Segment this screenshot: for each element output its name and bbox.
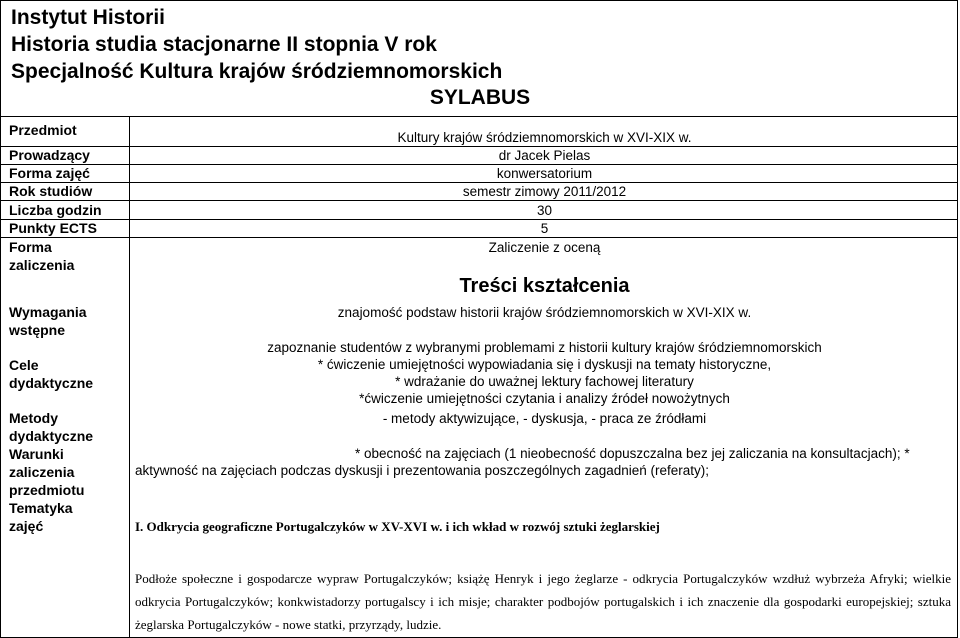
section-title: Treści kształcenia (459, 275, 630, 297)
warunki-label-1: Warunki (9, 446, 64, 462)
metody-label-1: Metody (9, 410, 58, 426)
program-title: Historia studia stacjonarne II stopnia V rok (11, 33, 437, 56)
przedmiot-value: Kultury krajów śródziemnomorskich w XVI-XIX w. (397, 130, 692, 145)
warunki-label-3: przedmiotu (9, 482, 85, 498)
warunki-line: aktywność na zajęciach podczas dyskusji i prezentowania poszczególnych zagadnień (referaty); (135, 463, 710, 478)
forma-zajec-label: Forma zajęć (9, 165, 90, 181)
prowadzacy-value: dr Jacek Pielas (498, 148, 591, 163)
specialization-title: Specjalność Kultura krajów śródziemnomorskich (11, 60, 503, 83)
document-title: SYLABUS (429, 86, 531, 109)
warunki-label-2: zaliczenia (9, 464, 75, 480)
wymagania-label-1: Wymagania (9, 304, 87, 320)
cele-label-1: Cele (9, 357, 39, 373)
row-divider (1, 237, 957, 238)
cele-item: * ćwiczenie umiejętności wypowiadania się i dyskusji na tematy historyczne, (317, 357, 772, 372)
forma-zajec-value: konwersatorium (496, 166, 593, 181)
warunki-line: * obecność na zajęciach (1 nieobecność dopuszczalna bez jej zaliczania na konsultacjach); * (355, 446, 910, 461)
wymagania-label-2: wstępne (9, 322, 66, 338)
tematyka-label-1: Tematyka (9, 500, 73, 516)
cele-item: * wdrażanie do uważnej lektury fachowej literatury (395, 374, 694, 389)
rok-studiow-value: semestr zimowy 2011/2012 (462, 184, 627, 199)
warunki-text (135, 445, 951, 479)
liczba-godzin-value: 30 (536, 203, 553, 218)
institute-title: Instytut Historii (11, 6, 166, 29)
tematyka-label-2: zajęć (9, 518, 44, 534)
metody-label-2: dydaktyczne (9, 428, 94, 444)
forma-zaliczenia-label-2: zaliczenia (9, 257, 75, 273)
cele-label-2: dydaktyczne (9, 375, 94, 391)
topic-heading: I. Odkrycia geograficzne Portugalczyków w XV-XVI w. i ich wkład w rozwój sztuki żeglarskiej (135, 519, 660, 534)
row-divider (1, 200, 957, 201)
metody-value: - metody aktywizujące, - dyskusja, - praca ze źródłami (382, 411, 707, 426)
topic-description: Podłoże społeczne i gospodarcze wypraw Portugalczyków; książę Henryk i jego żeglarze - odkrycia Portugalczyków wzdłuż wybrzeża Afryki; wielkie odkrycia Portugalczyków; konkwistadorzy portugalscy i ich misje; charakter podbojów portugalskich i ich znaczenie dla gospodarki europejskiej; sztuka żeglarska Portugalczyków - nowe statki, przyrządy, ludzie. (135, 571, 951, 632)
forma-zaliczenia-value: Zaliczenie z oceną (488, 240, 601, 255)
rok-studiow-label: Rok studiów (9, 183, 93, 199)
prowadzacy-label: Prowadzący (9, 147, 90, 163)
syllabus-table (0, 116, 958, 638)
syllabus-header (0, 0, 958, 116)
cele-item: *ćwiczenie umiejętności czytania i analizy źródeł nowożytnych (359, 391, 730, 406)
liczba-godzin-label: Liczba godzin (9, 202, 102, 218)
cele-list (130, 339, 959, 407)
cele-item: zapoznanie studentów z wybranymi problemami z historii kultury krajów śródziemnomorskich (267, 340, 822, 355)
punkty-ects-value: 5 (540, 221, 549, 236)
wymagania-value: znajomość podstaw historii krajów śródziemnomorskich w XVI-XIX w. (337, 305, 752, 320)
forma-zaliczenia-label-1: Forma (9, 239, 52, 255)
punkty-ects-label: Punkty ECTS (9, 220, 97, 236)
przedmiot-label: Przedmiot (9, 122, 77, 138)
